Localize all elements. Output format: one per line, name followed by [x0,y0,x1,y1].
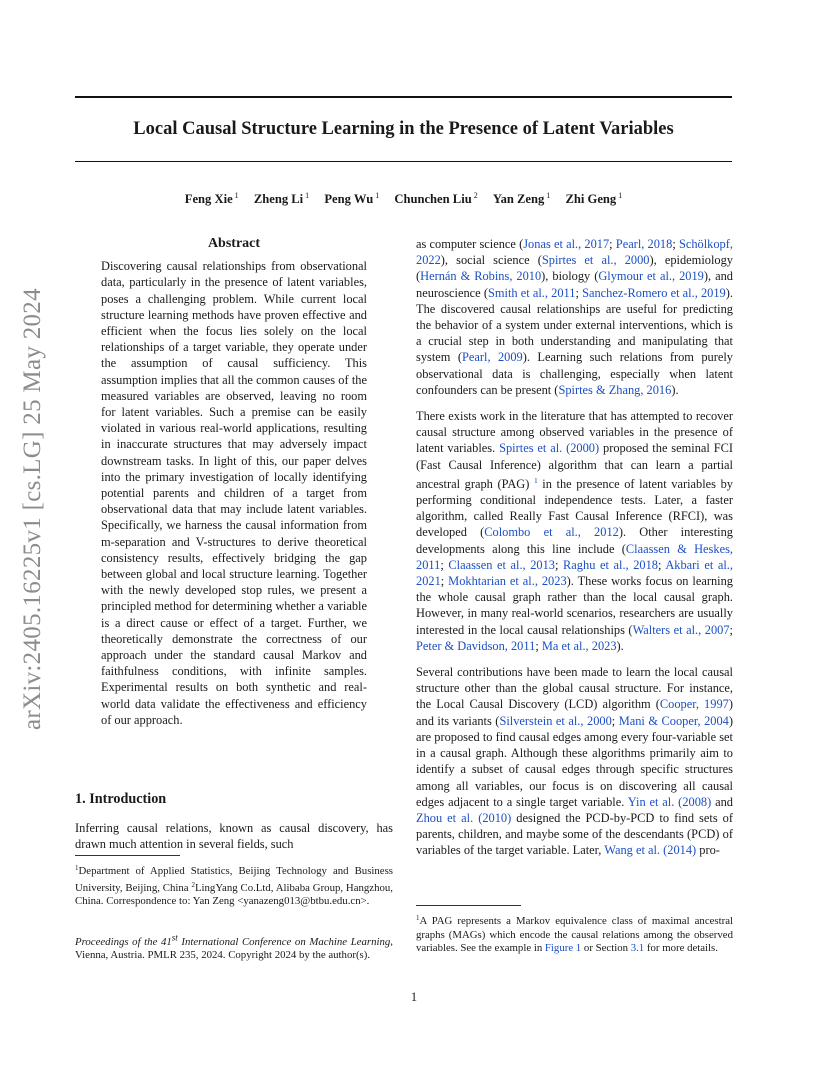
citation-link[interactable]: Yin et al. (2008) [627,794,712,809]
citation-link[interactable]: Raghu et al., 2018 [563,557,658,572]
citation-link[interactable]: Spirtes & Zhang, 2016 [558,382,672,397]
citation-link[interactable]: Hernán & Robins, 2010 [420,269,542,284]
citation-link[interactable]: Akbari et al., 2021 [416,557,733,589]
author: Chunchen Liu $^2$ [394,191,478,206]
citation-link[interactable]: Spirtes et al. (2000) [499,441,600,456]
citation-link[interactable]: Claassen & Heskes, 2011 [416,541,733,572]
citation-link[interactable]: Mokhtarian et al., 2023 [448,574,567,589]
paper-title: Local Causal Structure Learning in the Presence of Latent Variables [133,119,674,139]
footnote-rule [416,905,521,906]
author: Zhi Geng $^1$ [565,191,623,206]
citation-link[interactable]: Ma et al., 2023 [541,638,617,653]
left-column [75,236,393,728]
author: Zheng Li $^1$ [253,191,310,206]
abstract-body [75,258,393,728]
citation-link[interactable]: Wang et al. (2014) [604,843,697,858]
proceedings-note: Proceedings of the 41st International Conference on Machine Learning, Vienna, Austria. PMLR 235, 2024. Copyright 2024 by the author(s). [75,932,393,962]
page-number: 1 [410,990,418,1004]
footnote-marker[interactable]: 1 [533,475,538,485]
citation-link[interactable]: Sanchez-Romero et al., 2019 [582,285,726,300]
pag-footnote: $^1$A PAG represents a Markov equivalence class of maximal ancestral graphs (MAGs) which encode the causal relations among the observed variables. See the example in Figure 1 or Section 3.1 for more details. [416,914,733,954]
citation-link[interactable]: Schölkopf, 2022 [416,237,733,268]
author-list [75,191,732,207]
body-paragraph: There exists work in the literature that has attempted to recover causal structure among observed variables in the presence of latent variables. Spirtes et al. (2000) proposed the seminal FCI (Fast Causal Inference) algorithm that can learn a partial ancestral graph (PAG) $^1$ in the presence of latent variables by performing conditional independence tests. Later, a faster algorithm, called Really Fast Causal Inference (RFCI), was developed (Colombo et al., 2012). Other interesting developments along this line include (Claassen & Heskes, 2011; Claassen et al., 2013; Raghu et al., 2018; Akbari et al., 2021; Mokhtarian et al., 2023). These works focus on learning the whole causal graph rather than the local causal graph. However, in many real-world scenarios, researchers are usually interested in the local causal relationships (Walters et al., 2007; Peter & Davidson, 2011; Ma et al., 2023). [416,409,734,653]
citation-link[interactable]: Cooper, 1997 [659,697,729,712]
citation-link[interactable]: Jonas et al., 2017 [523,237,610,251]
citation-link[interactable]: Mani & Cooper, 2004 [618,713,729,728]
arxiv-side-stamp: arXiv:2405.16225v1 [cs.LG] 25 May 2024 [19,288,46,730]
author: Peng Wu $^1$ [324,191,380,206]
citation-link[interactable]: Glymour et al., 2019 [598,269,704,284]
abstract-heading: Abstract [207,236,261,251]
footnote-rule [75,855,180,856]
citation-link[interactable]: Spirtes et al., 2000 [541,253,650,268]
citation-link[interactable]: Colombo et al., 2012 [484,525,619,540]
citation-link[interactable]: Zhou et al. (2010) [416,810,512,825]
citation-link[interactable]: Silverstein et al., 2000 [499,713,612,728]
citation-link[interactable]: Pearl, 2018 [615,237,673,251]
citation-link[interactable]: Walters et al., 2007 [632,622,730,637]
right-column [416,236,733,859]
title-bottom-rule [75,161,732,162]
citation-link[interactable]: Peter & Davidson, 2011 [416,638,536,653]
body-paragraph: Several contributions have been made to learn the local causal structure other than the global causal structure. For instance, the Local Causal Discovery (LCD) algorithm (Cooper, 1997) and its variants (Silverstein et al., 2000; Mani & Cooper, 2004) are proposed to find causal edges among every four-variable set in a causal graph. Although these algorithms primarily aim to identify a subset of causal edges through specific structures among all variables, our focus is on discovering all causal edges adjacent to a single target variable. Yin et al. (2008) and Zhou et al. (2010) designed the PCD-by-PCD to find sets of parents, children, and maybe some of the descendants (PCD) of variables of the target variable. Later, Wang et al. (2014) pro- [416,665,733,858]
author: Feng Xie $^1$ [184,191,239,206]
author: Yan Zeng $^1$ [492,191,551,206]
affiliation-footnote: $^1$Department of Applied Statistics, Beijing Technology and Business University, Beijing, China $^2$LingYang Co.Ltd, Alibaba Group, Hangzhou, China. Correspondence to: Yan Zeng <yanazeng013@btbu.edu.cn>. [75,864,393,907]
body-paragraph: as computer science (Jonas et al., 2017; Pearl, 2018; Schölkopf, 2022), social science (Spirtes et al., 2000), epidemiology (Hernán & Robins, 2010), biology (Glymour et al., 2019), and neuroscience (Smith et al., 2011; Sanchez-Romero et al., 2019). The discovered causal relationships are useful for predicting the behavior of a system under external interventions, which is a crucial step in both understanding and manipulating that system (Pearl, 2009). Learning such relations from purely observational data is challenging, especially when latent confounders can be present (Spirtes & Zhang, 2016). [416,237,733,397]
top-rule [75,96,732,98]
abstract-text: Discovering causal relationships from observational data, particularly in the presence of latent variables, poses a challenging problem. While current local structure learning methods have proven effective and efficient when the focus lies solely on the local relationships of a target variable, they operate under the assumption of causal sufficiency. This assumption implies that all the common causes of the measured variables are observed, leaving no room for latent variables. Such a premise can be easily violated in various real-world applications, resulting in inaccurate structures that may adversely impact downstream tasks. In light of this, our paper delves into the primary investigation of locally identifying potential parents and children of a target from observational data that may include latent variables. Specifically, we harness the causal information from m-separation and V-structures to derive theoretical consistency results, effectively bridging the gap between global and local structure learning. Together with the newly developed stop rules, we present a principled method for determining whether a variable is a direct cause or effect of a target. Further, we theoretically demonstrate the correctness of our approach under the standard causal Markov and faithfulness conditions, with infinite samples. Experimental results on both synthetic and real-world data validate the effectiveness and efficiency of our approach. [101,259,367,727]
section-heading-introduction: 1. Introduction [75,791,167,807]
section-link[interactable]: 3.1 [630,942,645,954]
citation-link[interactable]: Smith et al., 2011 [487,285,576,300]
introduction-paragraph: Inferring causal relations, known as causal discovery, has drawn much attention in several fields, such [75,821,393,852]
citation-link[interactable]: Pearl, 2009 [461,350,523,365]
citation-link[interactable]: Claassen et al., 2013 [448,557,556,572]
figure-link[interactable]: Figure 1 [544,942,582,954]
